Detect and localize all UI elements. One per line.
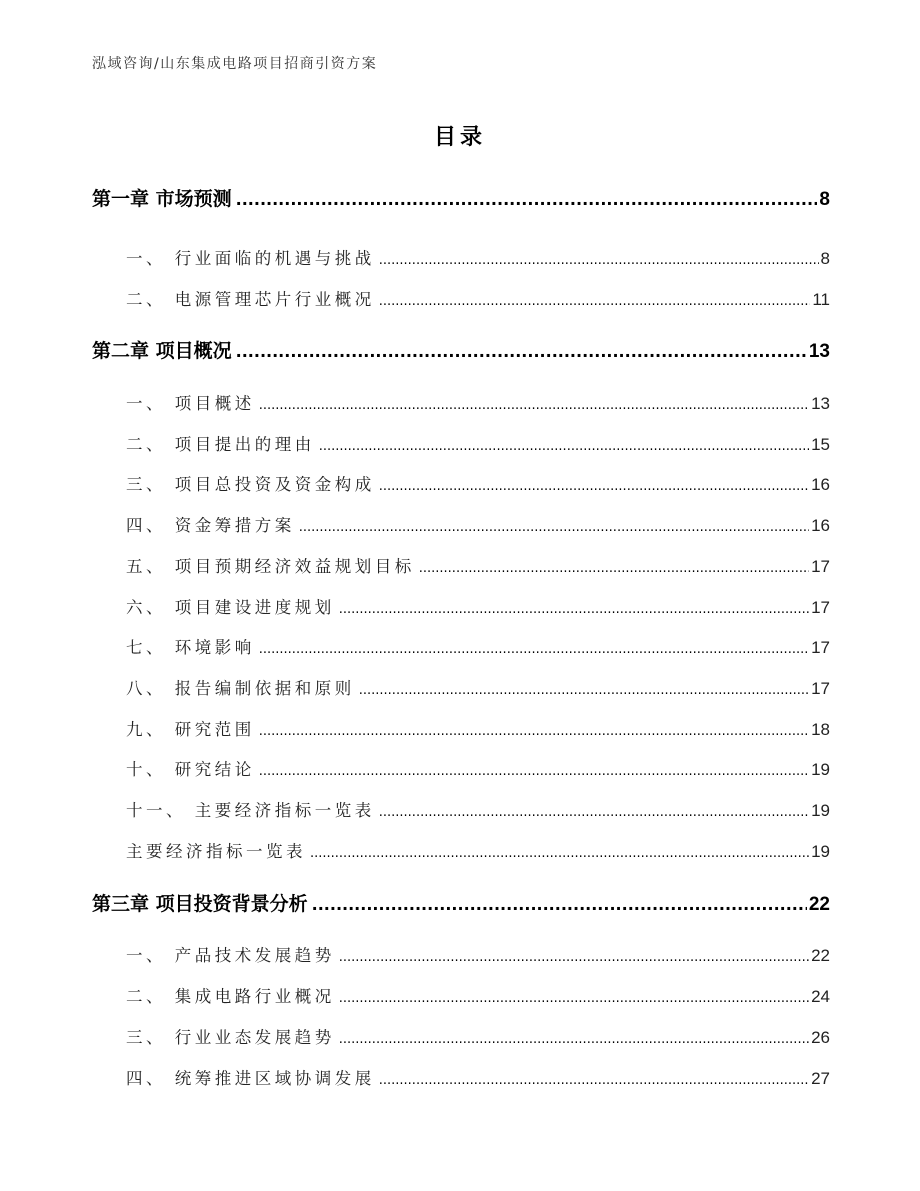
dot-leader xyxy=(312,895,807,914)
toc-page-number: 11 xyxy=(812,290,830,309)
dot-leader xyxy=(379,253,819,268)
toc-section[interactable] xyxy=(92,245,830,269)
toc-title: 目录 xyxy=(433,125,486,150)
toc-page-number: 13 xyxy=(811,394,830,413)
toc-section[interactable] xyxy=(92,553,830,577)
toc-section[interactable] xyxy=(92,1065,830,1089)
toc-page-number: 19 xyxy=(811,801,830,820)
dot-leader xyxy=(236,190,818,209)
toc-entry-label: 二、 集成电路行业概况 xyxy=(126,987,335,1006)
toc-section[interactable] xyxy=(92,942,830,966)
toc-page-number: 17 xyxy=(811,557,830,576)
dot-leader xyxy=(319,439,809,454)
toc-entry-label: 四、 资金筹措方案 xyxy=(126,516,295,535)
dot-leader xyxy=(359,683,809,698)
dot-leader xyxy=(259,764,809,779)
toc-entry-label: 七、 环境影响 xyxy=(126,638,255,657)
toc-section[interactable] xyxy=(92,471,830,495)
toc-section[interactable] xyxy=(92,1024,830,1048)
toc-section[interactable] xyxy=(92,286,830,310)
toc-entry-label: 十、 研究结论 xyxy=(126,760,255,779)
toc-entry-label: 四、 统筹推进区域协调发展 xyxy=(126,1069,375,1088)
dot-leader xyxy=(259,398,809,413)
dot-leader xyxy=(339,991,809,1006)
toc-entry-label: 六、 项目建设进度规划 xyxy=(126,598,335,617)
toc-page-number: 13 xyxy=(808,341,830,362)
toc-section[interactable] xyxy=(92,390,830,414)
dot-leader xyxy=(379,1073,809,1088)
toc-section[interactable] xyxy=(92,512,830,536)
toc-page-number: 8 xyxy=(819,189,830,210)
dot-leader xyxy=(339,602,809,617)
toc-entry-label: 主要经济指标一览表 xyxy=(126,842,306,861)
dot-leader xyxy=(339,950,809,965)
toc-entry-label: 第一章 市场预测 xyxy=(92,188,232,210)
toc-section[interactable] xyxy=(92,983,830,1007)
dot-leader xyxy=(259,724,809,739)
dot-leader xyxy=(259,642,809,657)
running-header: 泓域咨询/山东集成电路项目招商引资方案 xyxy=(92,56,378,72)
toc-chapter-2[interactable] xyxy=(92,336,830,363)
toc-section[interactable] xyxy=(92,634,830,658)
toc-entry-label: 八、 报告编制依据和原则 xyxy=(126,679,355,698)
toc-page-number: 8 xyxy=(820,249,830,268)
toc-entry-label: 五、 项目预期经济效益规划目标 xyxy=(126,557,415,576)
toc-page-number: 16 xyxy=(811,475,830,494)
toc-page-number: 17 xyxy=(811,638,830,657)
toc-entry-label: 一、 行业面临的机遇与挑战 xyxy=(126,249,375,268)
toc-entry-label: 三、 项目总投资及资金构成 xyxy=(126,475,375,494)
toc-page-number: 27 xyxy=(811,1069,830,1088)
toc-entry-label: 一、 产品技术发展趋势 xyxy=(126,946,335,965)
toc-entry-label: 二、 项目提出的理由 xyxy=(126,435,315,454)
toc-section[interactable] xyxy=(92,797,830,821)
toc-section[interactable] xyxy=(92,675,830,699)
toc-entry-label: 十一、 主要经济指标一览表 xyxy=(126,801,375,820)
toc-entry-label: 三、 行业业态发展趋势 xyxy=(126,1028,335,1047)
toc-page-number: 22 xyxy=(811,946,830,965)
dot-leader xyxy=(379,805,809,820)
toc-page-number: 26 xyxy=(811,1028,830,1047)
toc-page-number: 22 xyxy=(808,894,830,915)
dot-leader xyxy=(419,561,809,576)
toc-section[interactable] xyxy=(92,756,830,780)
toc-entry-label: 第三章 项目投资背景分析 xyxy=(92,893,308,915)
toc-entry-label: 第二章 项目概况 xyxy=(92,340,232,362)
toc-page-number: 15 xyxy=(811,435,830,454)
toc-page-number: 17 xyxy=(811,598,830,617)
dot-leader xyxy=(379,479,809,494)
toc-page-number: 18 xyxy=(811,720,830,739)
toc-page-number: 24 xyxy=(811,987,830,1006)
toc-entry-label: 二、 电源管理芯片行业概况 xyxy=(126,290,375,309)
dot-leader xyxy=(379,294,811,309)
toc-page-number: 19 xyxy=(811,760,830,779)
toc-entry-label: 九、 研究范围 xyxy=(126,720,255,739)
dot-leader xyxy=(310,846,809,861)
toc-section[interactable] xyxy=(92,431,830,455)
toc-section[interactable] xyxy=(92,594,830,618)
toc-page-number: 17 xyxy=(811,679,830,698)
dot-leader xyxy=(236,342,807,361)
dot-leader xyxy=(299,520,809,535)
toc-page-number: 16 xyxy=(811,516,830,535)
toc-page-number: 19 xyxy=(811,842,830,861)
toc-section[interactable] xyxy=(92,838,830,862)
toc-chapter-1[interactable] xyxy=(92,184,830,211)
dot-leader xyxy=(339,1032,809,1047)
toc-entry-label: 一、 项目概述 xyxy=(126,394,255,413)
toc-chapter-3[interactable] xyxy=(92,889,830,916)
toc-section[interactable] xyxy=(92,716,830,740)
